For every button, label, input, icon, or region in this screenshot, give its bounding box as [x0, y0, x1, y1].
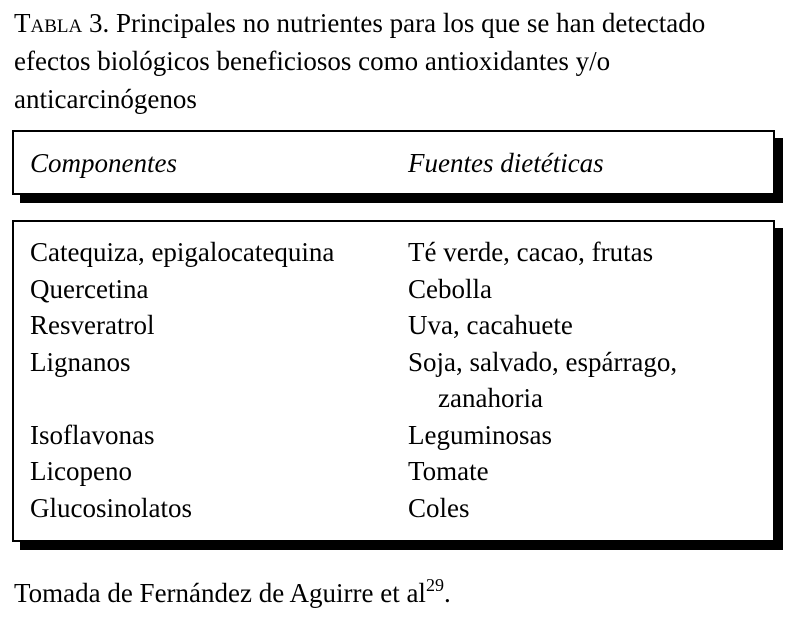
- reference-number: 29: [425, 575, 444, 595]
- table-row: [14, 490, 773, 527]
- table-row: [14, 344, 773, 417]
- source-cell: Soja, salvado, espárrago, zanahoria: [408, 346, 678, 413]
- table-rows: [14, 234, 773, 526]
- component-cell: Catequiza, epigalocatequina: [30, 237, 335, 267]
- column-header-components: Componentes: [30, 148, 177, 178]
- table-caption-label: Tabla 3.: [14, 8, 110, 38]
- source-note-text: Tomada de Fernández de Aguirre et al: [14, 578, 426, 608]
- component-cell: Resveratrol: [30, 310, 155, 340]
- component-cell: Isoflavonas: [30, 419, 155, 450]
- source-cell: Té verde, cacao, frutas: [408, 237, 654, 267]
- table-caption-text: Principales no nutrientes para los que se han detectado efectos biológicos beneficiosos como antioxidantes y/o anticarcinógenos: [14, 8, 706, 114]
- component-cell: Glucosinolatos: [30, 492, 192, 523]
- component-cell: Quercetina: [30, 273, 149, 304]
- source-cell: Tomate: [408, 456, 489, 486]
- table-row: [14, 307, 773, 344]
- column-header-dietary-sources: Fuentes dietéticas: [408, 148, 604, 178]
- table-row: [14, 453, 773, 490]
- component-cell: Lignanos: [30, 346, 131, 377]
- source-note-period: .: [443, 578, 451, 608]
- table-caption: [14, 4, 784, 118]
- table-row: [14, 417, 773, 454]
- table-header-box: [12, 130, 775, 195]
- source-cell: Cebolla: [408, 273, 492, 304]
- source-cell: Coles: [408, 492, 470, 523]
- source-cell: Leguminosas: [408, 419, 552, 450]
- component-cell: Licopeno: [30, 456, 132, 486]
- source-cell: Uva, cacahuete: [408, 310, 573, 340]
- table-row: [14, 234, 773, 271]
- table-row: [14, 271, 773, 308]
- table-source-note: [14, 574, 451, 612]
- table-body-box: [12, 220, 775, 542]
